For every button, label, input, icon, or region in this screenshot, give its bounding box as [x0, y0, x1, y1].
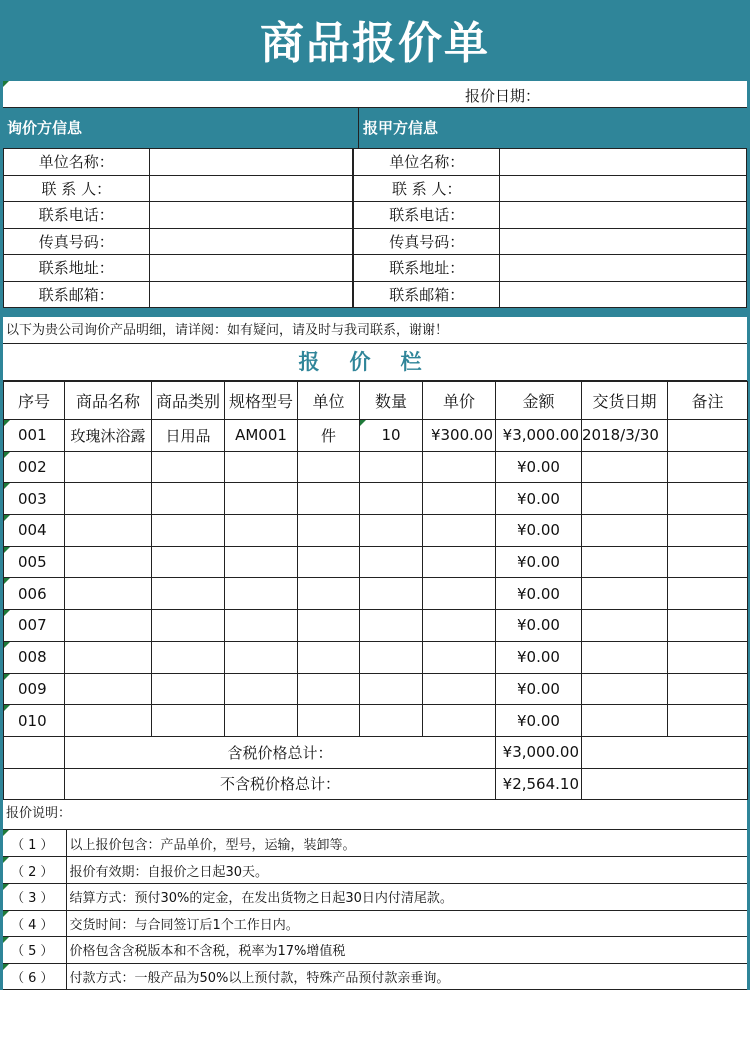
quote-date-label: 报价日期：: [465, 87, 541, 105]
column-header: 备注: [668, 382, 748, 420]
column-header: 金额: [496, 382, 582, 420]
inquirer-info-table: [3, 148, 353, 308]
note-text: 报价有效期：自报价之日起30天。: [66, 857, 747, 884]
table-cell[interactable]: [225, 483, 298, 515]
cell-marker-icon: [4, 705, 10, 711]
total-blank: [582, 736, 748, 768]
table-row: [4, 705, 748, 737]
total-label: 含税价格总计：: [65, 736, 496, 768]
table-cell[interactable]: [225, 610, 298, 642]
column-header: 规格型号: [225, 382, 298, 420]
quote-section-title: 报价栏: [3, 344, 747, 381]
cell-marker-icon: [4, 515, 10, 521]
note-row: [3, 937, 747, 964]
table-cell[interactable]: [225, 578, 298, 610]
quote-date-row: [3, 81, 747, 108]
table-cell[interactable]: 008: [4, 641, 65, 673]
supplier-field-row: [354, 149, 747, 176]
table-cell[interactable]: [298, 451, 360, 483]
note-text: 结算方式：预付30%的定金，在发出货物之日起30日内付清尾款。: [66, 883, 747, 910]
table-cell[interactable]: [668, 546, 748, 578]
note-row: [3, 963, 747, 990]
table-cell[interactable]: [298, 578, 360, 610]
table-cell[interactable]: [65, 578, 152, 610]
table-row: [4, 515, 748, 547]
table-cell[interactable]: [423, 673, 496, 705]
table-cell[interactable]: [423, 546, 496, 578]
inquirer-field-row: [4, 149, 353, 176]
column-header: 序号: [4, 382, 65, 420]
table-cell[interactable]: ¥0.00: [496, 483, 582, 515]
column-header: 交货日期: [582, 382, 668, 420]
table-cell[interactable]: [360, 483, 423, 515]
table-cell[interactable]: [582, 546, 668, 578]
table-cell[interactable]: [423, 705, 496, 737]
cell-marker-icon: [4, 452, 10, 458]
total-row: [4, 768, 748, 800]
table-cell[interactable]: ¥0.00: [496, 546, 582, 578]
table-cell[interactable]: [225, 515, 298, 547]
inquirer-field-value[interactable]: [149, 228, 353, 255]
cell-marker-icon: [360, 420, 366, 426]
note-number: （2）: [3, 857, 66, 884]
table-cell[interactable]: [298, 546, 360, 578]
supplier-field-label: 联系邮箱：: [354, 281, 500, 308]
cell-marker-icon: [3, 857, 9, 863]
table-cell[interactable]: 005: [4, 546, 65, 578]
total-blank: [4, 736, 65, 768]
table-cell[interactable]: [668, 483, 748, 515]
table-cell[interactable]: [668, 515, 748, 547]
table-cell[interactable]: [65, 610, 152, 642]
table-cell[interactable]: [423, 483, 496, 515]
table-cell[interactable]: ¥3,000.00: [496, 420, 582, 452]
cell-marker-icon: [3, 884, 9, 890]
table-cell[interactable]: [360, 610, 423, 642]
table-cell[interactable]: [65, 483, 152, 515]
table-cell[interactable]: [423, 451, 496, 483]
supplier-field-row: [354, 255, 747, 282]
inquirer-header: 询价方信息: [3, 108, 359, 148]
items-table: [3, 381, 748, 800]
note-number: （4）: [3, 910, 66, 937]
column-header: 商品名称: [65, 382, 152, 420]
note-text: 以上报价包含：产品单价，型号，运输，装卸等。: [66, 830, 747, 857]
supplier-field-row: [354, 228, 747, 255]
total-label: 不含税价格总计：: [65, 768, 496, 800]
note-number: （6）: [3, 963, 66, 990]
table-cell[interactable]: [668, 578, 748, 610]
table-cell[interactable]: 日用品: [152, 420, 225, 452]
table-cell[interactable]: [298, 673, 360, 705]
table-cell[interactable]: [360, 705, 423, 737]
table-row: [4, 641, 748, 673]
inquirer-field-label: 单位名称：: [4, 149, 150, 176]
table-cell[interactable]: [225, 673, 298, 705]
supplier-field-row: [354, 175, 747, 202]
section-divider: [3, 308, 747, 317]
inquirer-field-label: 传真号码：: [4, 228, 150, 255]
table-cell[interactable]: [582, 705, 668, 737]
party-section-header: [3, 108, 747, 148]
table-cell[interactable]: [423, 515, 496, 547]
table-cell[interactable]: ¥0.00: [496, 578, 582, 610]
supplier-field-value[interactable]: [500, 149, 747, 176]
table-cell[interactable]: [152, 641, 225, 673]
table-cell[interactable]: ¥0.00: [496, 673, 582, 705]
inquirer-field-value[interactable]: [149, 149, 353, 176]
table-cell[interactable]: 007: [4, 610, 65, 642]
cell-marker-icon: [4, 547, 10, 553]
table-cell[interactable]: 002: [4, 451, 65, 483]
table-cell[interactable]: [423, 578, 496, 610]
table-cell[interactable]: [298, 610, 360, 642]
supplier-field-row: [354, 281, 747, 308]
column-header: 单价: [423, 382, 496, 420]
table-cell[interactable]: 003: [4, 483, 65, 515]
table-cell[interactable]: [668, 673, 748, 705]
table-cell[interactable]: [298, 641, 360, 673]
inquirer-field-label: 联 系 人：: [4, 175, 150, 202]
inquirer-field-value[interactable]: [149, 281, 353, 308]
supplier-field-value[interactable]: [500, 202, 747, 229]
table-cell[interactable]: [152, 451, 225, 483]
cell-marker-icon: [4, 483, 10, 489]
table-cell[interactable]: [65, 515, 152, 547]
table-cell[interactable]: ¥0.00: [496, 641, 582, 673]
note-row: [3, 883, 747, 910]
cell-marker-icon: [4, 674, 10, 680]
supplier-field-value[interactable]: [500, 255, 747, 282]
table-cell[interactable]: [65, 451, 152, 483]
table-cell[interactable]: [582, 483, 668, 515]
table-cell[interactable]: ¥300.00: [423, 420, 496, 452]
note-number: （5）: [3, 937, 66, 964]
total-blank: [582, 768, 748, 800]
table-cell[interactable]: [582, 451, 668, 483]
document-title: 商品报价单: [3, 0, 747, 81]
table-row: [4, 451, 748, 483]
inquirer-field-row: [4, 255, 353, 282]
supplier-field-label: 传真号码：: [354, 228, 500, 255]
table-cell[interactable]: [360, 515, 423, 547]
table-cell[interactable]: ¥0.00: [496, 451, 582, 483]
table-cell[interactable]: 2018/3/30: [582, 420, 668, 452]
table-cell[interactable]: [65, 673, 152, 705]
note-text: 付款方式：一般产品为50%以上预付款，特殊产品预付款亲垂询。: [66, 963, 747, 990]
inquirer-field-label: 联系邮箱：: [4, 281, 150, 308]
note-text: 价格包含含税版本和不含税，税率为17%增值税: [66, 937, 747, 964]
table-cell[interactable]: [668, 420, 748, 452]
table-cell[interactable]: [298, 515, 360, 547]
note-row: [3, 910, 747, 937]
table-cell[interactable]: ¥0.00: [496, 515, 582, 547]
table-cell[interactable]: [582, 610, 668, 642]
table-cell[interactable]: ¥0.00: [496, 610, 582, 642]
table-cell[interactable]: [65, 705, 152, 737]
cell-marker-icon: [3, 964, 9, 970]
table-cell[interactable]: [668, 610, 748, 642]
table-cell[interactable]: [668, 451, 748, 483]
inquirer-field-label: 联系地址：: [4, 255, 150, 282]
table-cell[interactable]: [225, 641, 298, 673]
total-value: ¥2,564.10: [496, 768, 582, 800]
column-header: 商品类别: [152, 382, 225, 420]
supplier-field-label: 单位名称：: [354, 149, 500, 176]
table-cell[interactable]: 010: [4, 705, 65, 737]
table-row: [4, 483, 748, 515]
cell-marker-icon: [4, 610, 10, 616]
table-cell[interactable]: 件: [298, 420, 360, 452]
table-cell[interactable]: [225, 546, 298, 578]
table-row: [4, 673, 748, 705]
table-cell[interactable]: [582, 578, 668, 610]
column-header: 单位: [298, 382, 360, 420]
cell-marker-icon: [3, 911, 9, 917]
cell-marker-icon: [4, 642, 10, 648]
cell-marker-icon: [3, 830, 9, 836]
table-cell[interactable]: 006: [4, 578, 65, 610]
cell-marker-icon: [4, 420, 10, 426]
table-cell[interactable]: [65, 641, 152, 673]
note-text: 交货时间：与合同签订后1个工作日内。: [66, 910, 747, 937]
table-cell[interactable]: [668, 705, 748, 737]
table-cell[interactable]: [582, 641, 668, 673]
total-value: ¥3,000.00: [496, 736, 582, 768]
notes-table: [3, 830, 747, 990]
inquirer-field-value[interactable]: [149, 255, 353, 282]
table-cell[interactable]: [65, 546, 152, 578]
table-cell[interactable]: [152, 610, 225, 642]
table-cell[interactable]: [152, 515, 225, 547]
table-cell[interactable]: 009: [4, 673, 65, 705]
table-cell[interactable]: AM001: [225, 420, 298, 452]
table-cell[interactable]: [360, 451, 423, 483]
supplier-field-value[interactable]: [500, 281, 747, 308]
inquirer-field-row: [4, 175, 353, 202]
table-cell[interactable]: 玫瑰沐浴露: [65, 420, 152, 452]
table-cell[interactable]: [298, 705, 360, 737]
table-cell[interactable]: [152, 673, 225, 705]
supplier-field-label: 联 系 人：: [354, 175, 500, 202]
note-number: （1）: [3, 830, 66, 857]
table-cell[interactable]: [582, 673, 668, 705]
supplier-field-label: 联系电话：: [354, 202, 500, 229]
items-header-row: [4, 382, 748, 420]
cell-marker-icon: [4, 578, 10, 584]
supplier-field-row: [354, 202, 747, 229]
table-row: [4, 546, 748, 578]
supplier-field-value[interactable]: [500, 228, 747, 255]
notes-header: 报价说明：: [3, 800, 747, 830]
inquirer-field-row: [4, 281, 353, 308]
supplier-info-table: [353, 148, 747, 308]
table-cell[interactable]: [582, 515, 668, 547]
table-cell[interactable]: [152, 546, 225, 578]
total-row: [4, 736, 748, 768]
inquirer-field-row: [4, 202, 353, 229]
table-row: [4, 578, 748, 610]
supplier-field-label: 联系地址：: [354, 255, 500, 282]
inquirer-field-value[interactable]: [149, 202, 353, 229]
party-info: [3, 148, 747, 308]
cell-marker-icon: [3, 81, 9, 87]
table-row: [4, 420, 748, 452]
table-cell[interactable]: [152, 578, 225, 610]
table-cell[interactable]: ¥0.00: [496, 705, 582, 737]
supplier-header: 报甲方信息: [363, 119, 439, 137]
table-cell[interactable]: [360, 578, 423, 610]
supplier-field-value[interactable]: [500, 175, 747, 202]
table-cell[interactable]: [225, 451, 298, 483]
column-header: 数量: [360, 382, 423, 420]
table-cell[interactable]: [423, 610, 496, 642]
inquirer-field-value[interactable]: [149, 175, 353, 202]
total-blank: [4, 768, 65, 800]
table-cell[interactable]: [225, 705, 298, 737]
inquirer-field-row: [4, 228, 353, 255]
note-row: [3, 830, 747, 857]
cell-marker-icon: [3, 937, 9, 943]
table-cell[interactable]: [152, 483, 225, 515]
table-cell[interactable]: [360, 673, 423, 705]
inquirer-field-label: 联系电话：: [4, 202, 150, 229]
table-cell[interactable]: [360, 641, 423, 673]
table-cell[interactable]: 10: [360, 420, 423, 452]
table-row: [4, 610, 748, 642]
table-cell[interactable]: 001: [4, 420, 65, 452]
table-cell[interactable]: [152, 705, 225, 737]
table-cell[interactable]: [423, 641, 496, 673]
table-cell[interactable]: [360, 546, 423, 578]
table-cell[interactable]: [298, 483, 360, 515]
notice-text: 以下为贵公司询价产品明细，请详阅：如有疑问，请及时与我司联系，谢谢！: [3, 317, 747, 344]
note-number: （3）: [3, 883, 66, 910]
table-cell[interactable]: 004: [4, 515, 65, 547]
note-row: [3, 857, 747, 884]
table-cell[interactable]: [668, 641, 748, 673]
